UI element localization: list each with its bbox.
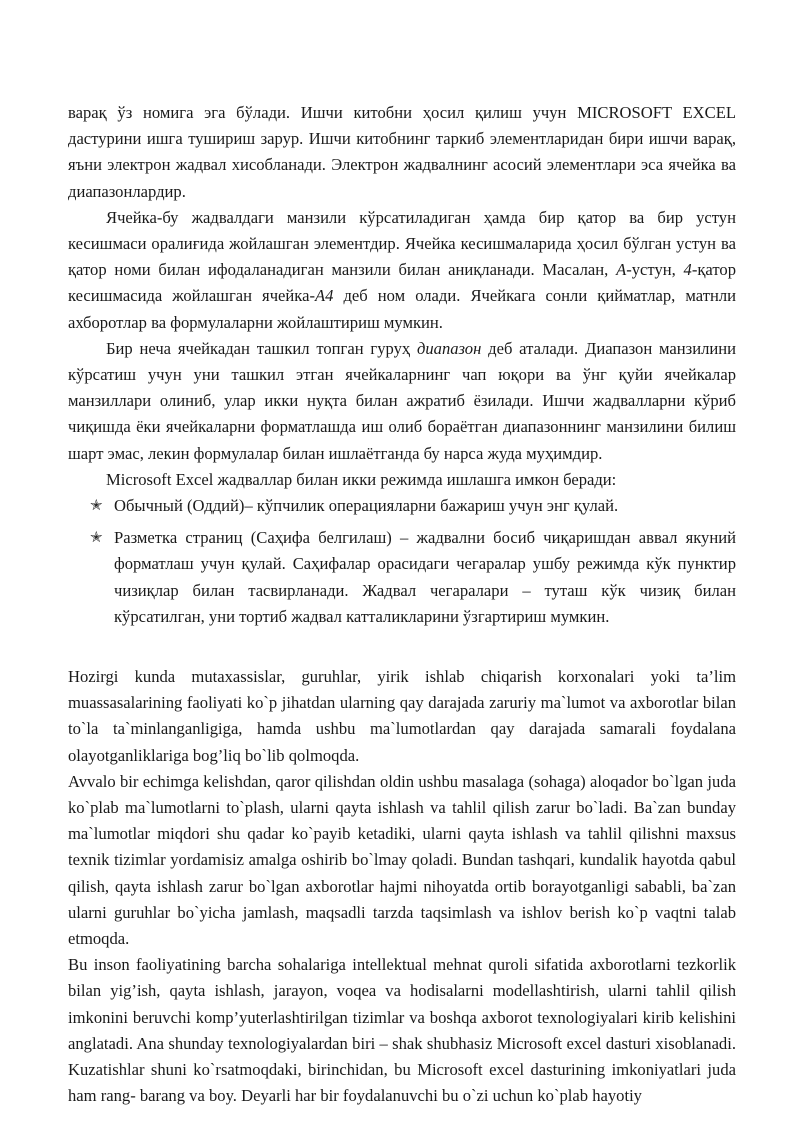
paragraph-cell-definition <box>68 205 736 336</box>
cell-text-2: -устун, <box>626 260 684 280</box>
bullet-item-normal-mode <box>68 493 736 519</box>
paragraph-data-processing: Avvalo bir echimga kelishdan, qaror qilishdan oldin ushbu masalaga (sohaga) aloqador bo`lgan juda ko`plab ma`lumotlarni to`plash, ularni qayta ishlash va tahlil qilish zarur bo`ladi. Ba`zan bunday ma`lumotlar miqdori shu qadar ko`payib ketadiki, ularni qayta ishlash va tahlil qilishni maxsus texnik tizimlar yordamisiz amalga oshirib bo`lmay qoladi. Bundan tashqari, kundalik hayotda qabul qilish, qayta ishlash zarur bo`lgan axborotlar hajmi nihoyatda ortib borayotganligi sababli, ba`zan ularni guruhlar bo`yicha jamlash, maqsadli tarzda taqsimlash va ishlov berish ko`p vaqtni talab etmoqda. <box>68 771 736 949</box>
modes-bullet-list <box>68 493 736 630</box>
cyrillic-section <box>68 100 736 636</box>
paragraph-information-provision: Hozirgi kunda mutaxassislar, guruhlar, yirik ishlab chiqarish korxonalari yoki ta’lim muassasalarining faoliyati ko`p jihatdan ularning qay darajada zaruriy ma`lumot va axborotlar bilan to`la ta`minlanganligiga, hamda ushbu ma`lumotlardan qay darajada samarali foydalana olayotganliklariga bog’liq bo`lib qolmoqda. <box>68 667 736 765</box>
range-text-1: Бир неча ячейкадан ташкил топган гуруҳ <box>106 338 417 358</box>
range-em-term: диапазон <box>416 338 482 358</box>
cell-em-address: А4 <box>315 286 334 306</box>
cell-text-4: деб ном олади. Ячейкага сонли қийматлар, матнли ахборотлар ва формулаларни жойлаштириш мумкин. <box>68 286 737 332</box>
range-text-2: деб аталади. Диапазон манзилини кўрсатиш учун уни ташкил этган ячейкаларнинг чап юқори ва ўнг қуйи ячейкалар манзиллари олиниб, улар икки нуқта билан ажратиб ёзилади. Ишчи жадвалларни кўриб чиқишда ёки ячейкаларни форматлашда иш олиб бораётган диапазоннинг манзилини билиш шарт эмас, лекин формулалар билан ишлаётганда бу нарса жуда муҳимдир. <box>68 338 737 463</box>
cell-text-3: -қатор кесишмасида жойлашган ячейка- <box>68 260 736 306</box>
paragraph-range-definition <box>68 336 736 467</box>
paragraph-it-technologies: Bu inson faoliyatining barcha sohalariga intellektual mehnat quroli sifatida axborotlarni tezkorlik bilan yig’ish, qayta ishlash, jarayon, voqea va hodisalarni modellashtirish, ularni tahlil qilish imkonini beruvchi komp’yuterlashtirilgan tizimlar va boshqa axborot texnologiyalari kirib kelishini anglatadi. Ana shunday texnologiyalardan biri – shak shubhasiz Microsoft excel dasturi xisoblanadi. Kuzatishlar shuni ko`rsatmoqdaki, birinchidan, bu Microsoft excel dasturining imkoniyatlari juda ham rang- barang va boy. Deyarli har bir foydalanuvchi bu o`zi uchun ko`plab hayotiy <box>68 955 736 1106</box>
star-bullet-icon: ✭ <box>90 530 103 547</box>
cell-text-1: Ячейка-бу жадвалдаги манзили кўрсатиладиган ҳамда бир қатор ва бир устун кесишмаси оралиғида жойлашган элементдир. Ячейка кесишмаларида ҳосил бўлган устун ва қатор номи билан ифодаланадиган манзили билан аниқланади. Масалан, <box>68 207 736 280</box>
paragraph-workbook: варақ ўз номига эга бўлади. Ишчи китобни ҳосил қилиш учун MICROSOFT EXCEL дастурини ишга тушириш зарур. Ишчи китобнинг таркиб элементларидан бири ишчи варақ, яъни электрон жадвал хисобланади. Электрон жадвалнинг асосий элементлари эса ячейка ва диапазонлардир. <box>68 103 736 201</box>
paragraph-excel-modes: Microsoft Excel жадваллар билан икки режимда ишлашга имкон беради: <box>106 469 617 489</box>
bullet-text-page-layout-mode: Разметка страниц (Саҳифа белгилаш) – жадвални босиб чиқаришдан аввал якуний форматлаш учун қулай. Саҳифалар орасидаги чегаралар ушбу режимда кўк пунктир чизиқлар билан тасвирланади. Жадвал чегаралари – туташ кўк чизиқ билан кўрсатилган, уни тортиб жадвал катталикларини ўзгартириш мумкин. <box>114 528 736 626</box>
cell-em-column: А <box>616 260 627 280</box>
bullet-item-page-layout-mode <box>68 525 736 630</box>
cell-em-row: 4 <box>683 260 692 280</box>
bullet-text-normal-mode: Обычный (Оддий)– кўпчилик операцияларни бажариш учун энг қулай. <box>114 496 619 516</box>
latin-section <box>68 664 736 1109</box>
star-bullet-icon: ✭ <box>90 498 103 515</box>
